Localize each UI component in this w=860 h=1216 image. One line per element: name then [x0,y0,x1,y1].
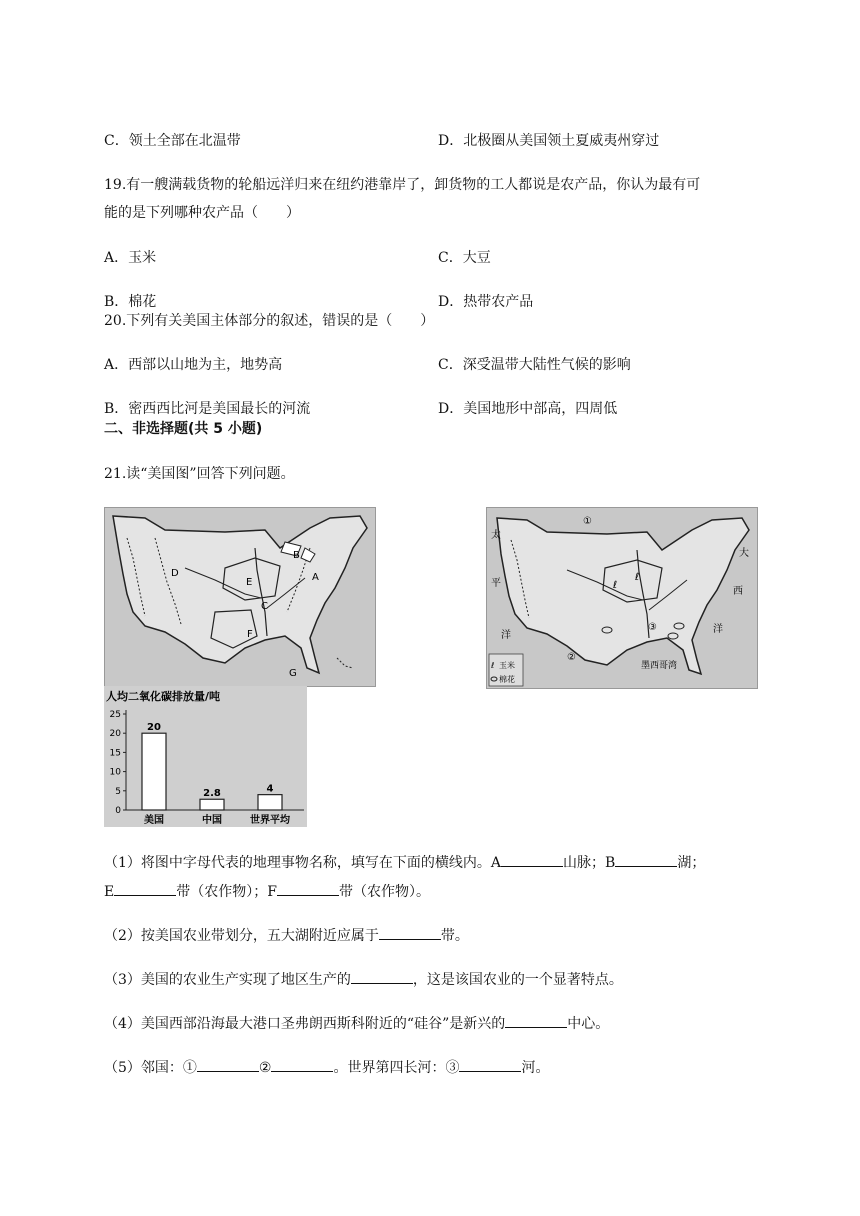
chart-category-label: 美国 [144,815,164,826]
svg-text:ℓ: ℓ [491,661,495,670]
chart-ytick-label: 15 [109,748,121,759]
q19-option-d: D．热带农产品 [438,294,534,310]
chart-ytick-label: 0 [115,806,121,816]
map2-atlantic-1: 大 [739,548,749,559]
svg-text:ℓ: ℓ [635,572,640,583]
map2-gulf-label: 墨西哥湾 [641,661,678,671]
q20-stem: 20.下列有关美国主体部分的叙述，错误的是（ ） [104,313,435,329]
blank-b[interactable] [615,852,677,867]
section-heading: 二、非选择题(共 5 小题) [104,421,263,437]
map2-pacific-2: 平 [491,578,501,589]
chart-bar [200,799,224,810]
map1-label-b: B [293,550,300,561]
map1-label-a: A [312,572,319,583]
q21-sub3: （3）美国的农业生产实现了地区生产的 ，这是该国农业的一个显著特点。 [104,969,623,990]
blank-sub5-2[interactable] [271,1057,333,1072]
map2-legend-corn: 玉米 [499,661,515,670]
map2-label-2: ② [567,652,576,663]
chart-category-label: 世界平均 [250,815,290,826]
svg-text:ℓ: ℓ [613,580,618,591]
blank-a[interactable] [501,852,563,867]
chart-bar [258,795,282,810]
chart-ytick-label: 20 [109,729,121,740]
map1-label-c: C [261,601,268,612]
chart-category-label: 中国 [202,815,222,826]
q20-option-a: A．西部以山地为主，地势高 [104,357,283,373]
q19-stem-line1: 19.有一艘满载货物的轮船远洋归来在纽约港靠岸了，卸货物的工人都说是农产品，你认为最有可 [104,177,701,193]
blank-sub3[interactable] [351,969,413,984]
blank-sub4[interactable] [505,1013,567,1028]
q18-option-d: D．北极圈从美国领土夏威夷州穿过 [438,133,660,149]
q19-option-a: A．玉米 [104,250,157,266]
q21-sub1-line2: E 带（农作物）；F 带（农作物）。 [104,881,430,902]
q21-sub1-line1: （1）将图中字母代表的地理事物名称，填写在下面的横线内。A 山脉；B 湖； [104,852,705,873]
map2-legend-cotton: 棉花 [499,675,515,684]
map1-label-d: D [171,568,179,579]
blank-sub2[interactable] [379,925,441,940]
q21-sub2: （2）按美国农业带划分，五大湖附近应属于 带。 [104,925,469,946]
co2-bar-chart [104,686,307,827]
q18-option-c: C．领土全部在北温带 [104,133,241,149]
map2-label-3: ③ [648,622,657,633]
map2-pacific-1: 太 [491,530,501,541]
map1-label-e: E [246,577,253,588]
q20-option-c: C．深受温带大陆性气候的影响 [438,357,631,373]
q19-option-c: C．大豆 [438,250,491,266]
chart-ytick-label: 10 [109,767,121,778]
map2-label-1: ① [583,516,592,527]
blank-e[interactable] [114,881,176,896]
q19-option-b: B．棉花 [104,294,157,310]
map1-label-g: G [289,668,297,679]
map2-atlantic-2: 西 [733,586,743,597]
chart-bar [142,733,166,810]
q20-option-b: B．密西西比河是美国最长的河流 [104,401,311,417]
chart-ytick-label: 5 [115,786,121,797]
q20-option-d: D．美国地形中部高，四周低 [438,401,618,417]
map2-pacific-3: 洋 [501,630,511,641]
map2-atlantic-3: 洋 [713,624,723,635]
q21-stem: 21.读“美国图”回答下列问题。 [104,466,295,482]
chart-title: 人均二氧化碳排放量/吨 [106,690,221,703]
q21-sub5: （5）邻国：① ② 。世界第四长河：③ 河。 [104,1057,549,1078]
q19-stem-line2: 能的是下列哪种农产品（ ） [104,205,300,221]
chart-data-label: 4 [266,783,274,795]
blank-sub5-3[interactable] [459,1057,521,1072]
map1-label-f: F [247,629,253,640]
chart-data-label: 20 [147,722,161,734]
blank-f[interactable] [277,881,339,896]
chart-ytick-label: 25 [109,710,121,720]
q21-sub4: （4）美国西部沿海最大港口圣弗朗西斯科附近的“硅谷”是新兴的 中心。 [104,1013,609,1034]
chart-data-label: 2.8 [203,788,221,800]
usa-map-2 [486,507,758,689]
usa-map-1 [104,507,376,687]
blank-sub5-1[interactable] [197,1057,259,1072]
